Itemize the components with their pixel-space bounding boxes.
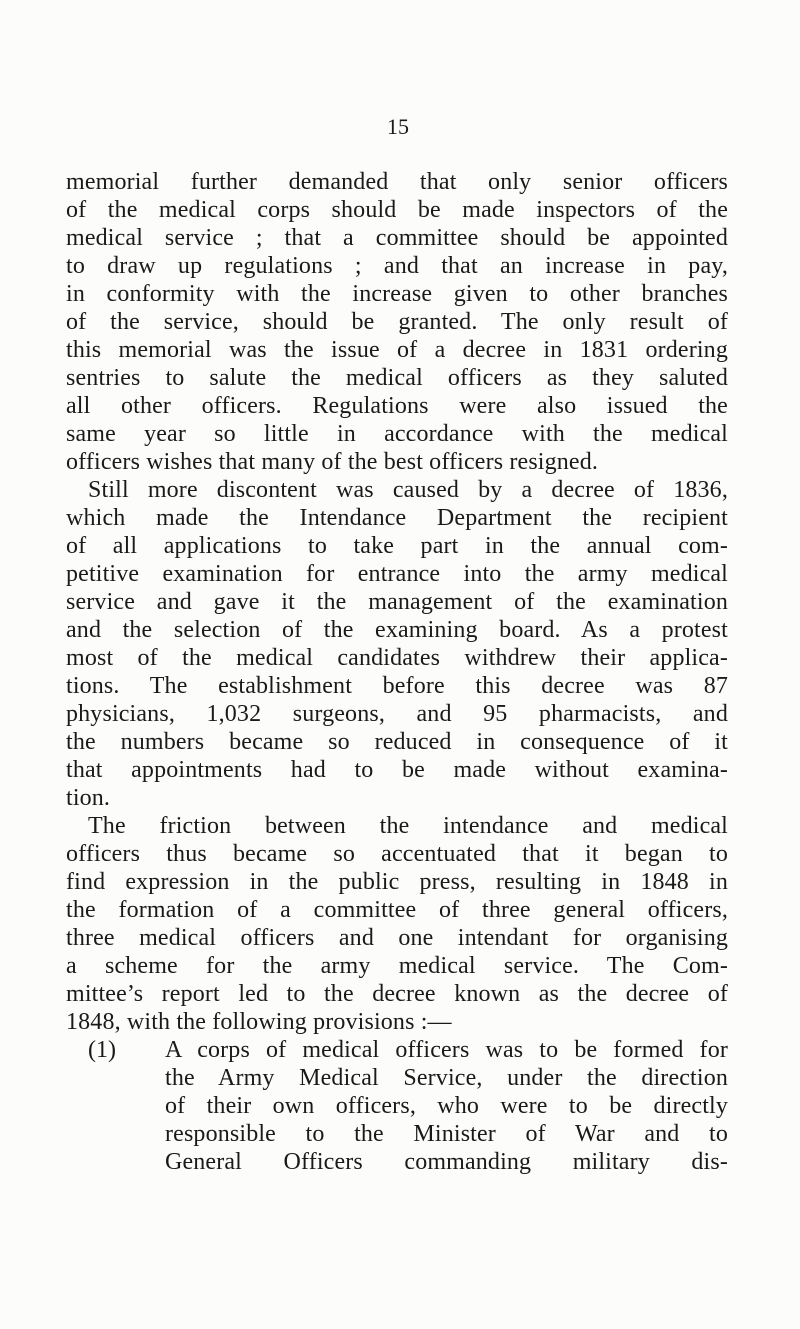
text-line: tions. The establishment before this decree was 87: [66, 673, 728, 699]
text-line: the numbers became so reduced in consequence of it: [66, 729, 728, 755]
text-line: tion.: [66, 785, 111, 811]
text-line: of the service, should be granted. The only result of: [66, 309, 728, 335]
text-line: most of the medical candidates withdrew their applica-: [66, 645, 728, 671]
text-line: medical service ; that a committee should be appointed: [66, 225, 728, 251]
text-line: of their own officers, who were to be directly: [165, 1093, 728, 1119]
text-line: service and gave it the management of the examination: [66, 589, 728, 615]
text-line: of all applications to take part in the annual com-: [66, 533, 728, 559]
text-line: A corps of medical officers was to be formed for: [165, 1037, 728, 1063]
text-line: all other officers. Regulations were also issued the: [66, 393, 728, 419]
text-line: this memorial was the issue of a decree in 1831 ordering: [66, 337, 728, 363]
text-line: that appointments had to be made without examina-: [66, 757, 728, 783]
paragraph: [66, 812, 728, 1036]
text-line: three medical officers and one intendant for organising: [66, 925, 728, 951]
text-line: physicians, 1,032 surgeons, and 95 pharmacists, and: [66, 701, 728, 727]
text-line: memorial further demanded that only senior officers: [66, 169, 728, 195]
text-line: which made the Intendance Department the recipient: [66, 505, 728, 531]
paragraph: [66, 476, 728, 812]
text-line: in conformity with the increase given to other branches: [66, 281, 728, 307]
text-line: 1848, with the following provisions :—: [66, 1009, 452, 1035]
list-item: [66, 1036, 728, 1176]
text-line: mittee’s report led to the decree known as the decree of: [66, 981, 728, 1007]
paragraph: [66, 168, 728, 476]
text-line: General Officers commanding military dis-: [165, 1149, 728, 1175]
text-line: of the medical corps should be made inspectors of the: [66, 197, 728, 223]
text-line: The friction between the intendance and medical: [88, 813, 728, 839]
text-line: sentries to salute the medical officers as they saluted: [66, 365, 728, 391]
text-line: Still more discontent was caused by a decree of 1836,: [88, 477, 728, 503]
text-line: same year so little in accordance with the medical: [66, 421, 728, 447]
body-text: [66, 168, 728, 1176]
text-line: and the selection of the examining board. As a protest: [66, 617, 728, 643]
text-line: officers thus became so accentuated that it began to: [66, 841, 728, 867]
text-line: to draw up regulations ; and that an increase in pay,: [66, 253, 728, 279]
text-line: the formation of a committee of three general officers,: [66, 897, 728, 923]
page-number: 15: [387, 114, 409, 139]
text-line: responsible to the Minister of War and to: [165, 1121, 728, 1147]
text-line: a scheme for the army medical service. The Com-: [66, 953, 728, 979]
list-marker: (1): [88, 1037, 116, 1063]
text-line: find expression in the public press, resulting in 1848 in: [66, 869, 728, 895]
text-line: petitive examination for entrance into the army medical: [66, 561, 728, 587]
text-line: the Army Medical Service, under the direction: [165, 1065, 728, 1091]
text-line: officers wishes that many of the best officers resigned.: [66, 449, 599, 475]
